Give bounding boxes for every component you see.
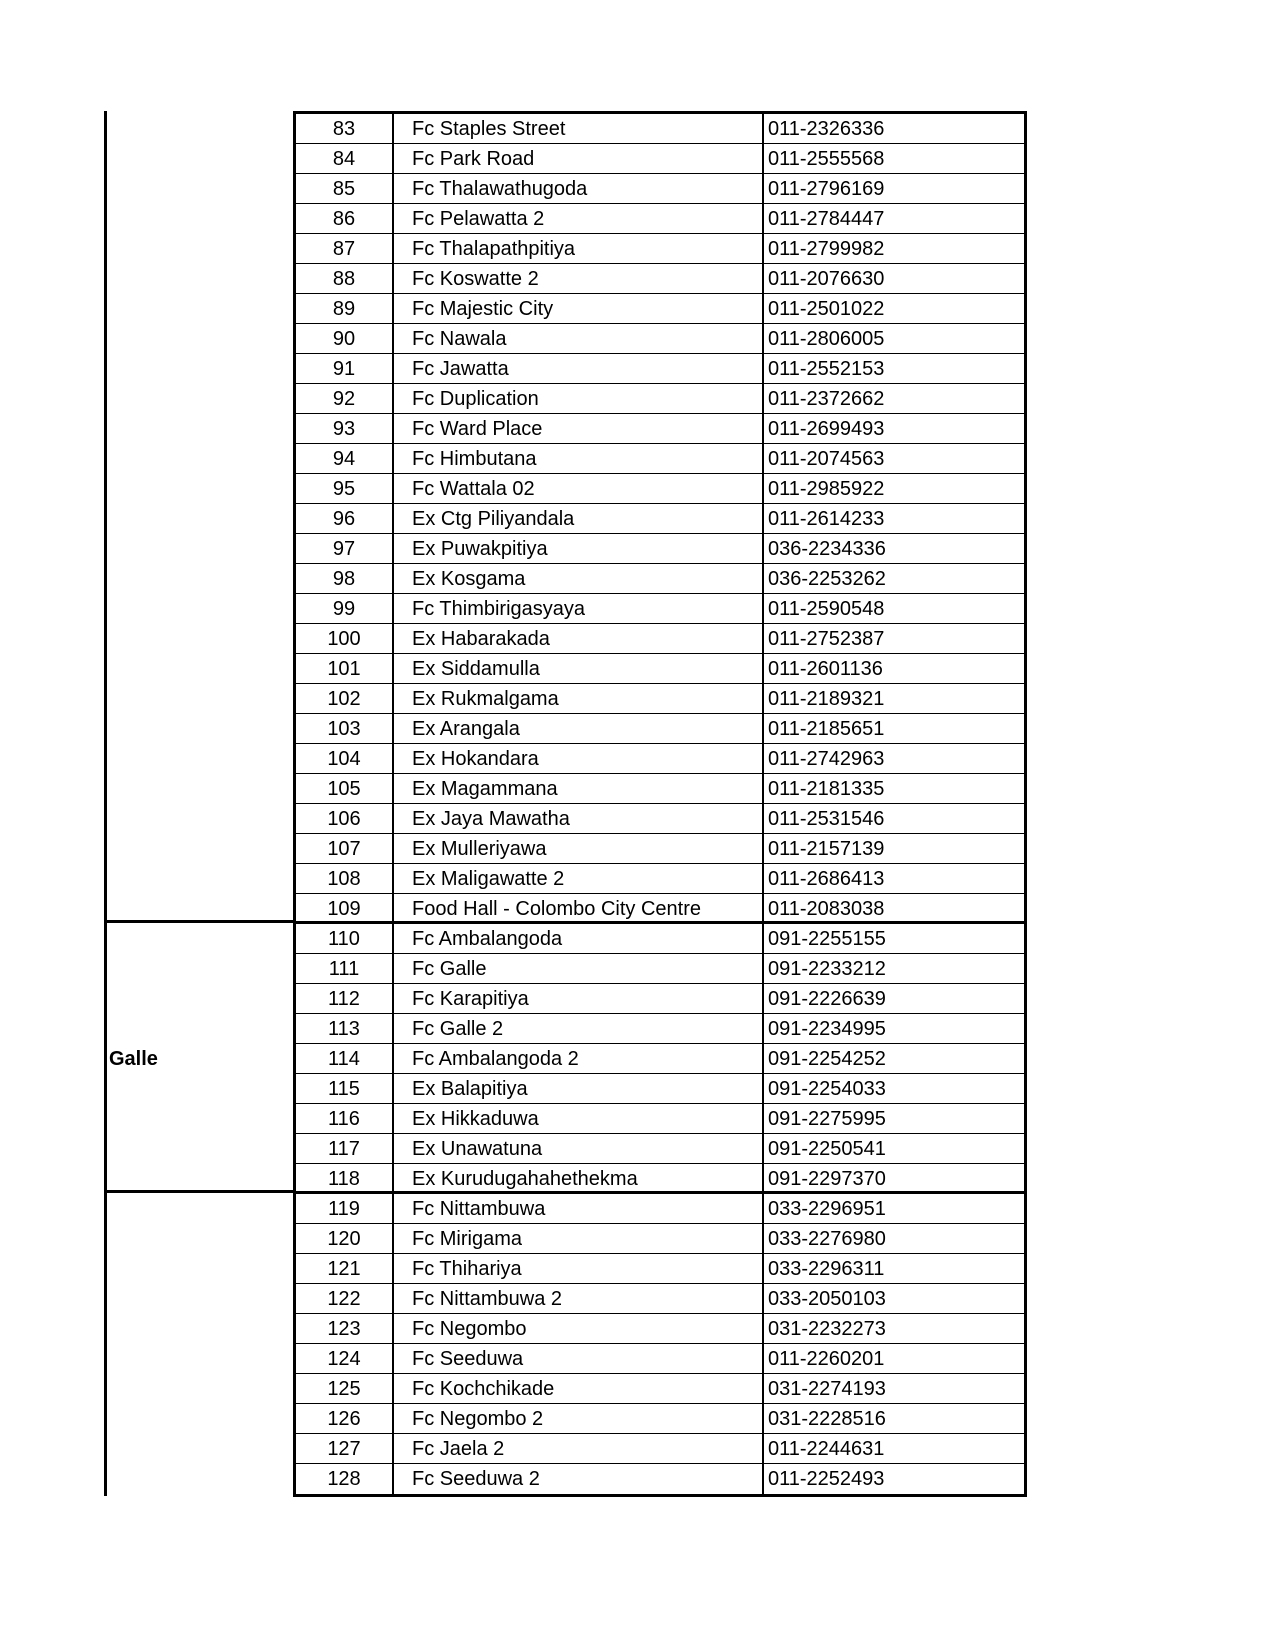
outlet-phone: 011-2181335: [768, 778, 885, 800]
outlet-number: 120: [296, 1224, 394, 1253]
outlet-name: Ex Puwakpitiya: [394, 534, 764, 563]
outlet-number: 90: [296, 324, 394, 353]
table-row: [296, 144, 1024, 174]
outlet-name: Fc Seeduwa 2: [394, 1464, 764, 1494]
table-row: [296, 744, 1024, 774]
outlet-phone: 091-2297370: [768, 1168, 886, 1190]
outlet-phone: 011-2076630: [768, 268, 885, 290]
outlet-name: Fc Thalapathpitiya: [394, 234, 764, 263]
outlet-phone: 011-2985922: [768, 478, 885, 500]
outlet-number: 92: [296, 384, 394, 413]
outlet-name: Fc Jawatta: [394, 354, 764, 383]
outlet-number: 99: [296, 594, 394, 623]
region-label-galle: Galle: [109, 1048, 158, 1070]
outlet-phone: 091-2226639: [768, 988, 886, 1010]
table-row: [296, 834, 1024, 864]
table-row: [296, 234, 1024, 264]
outlet-name: Fc Nittambuwa 2: [394, 1284, 764, 1313]
outlet-name: Fc Nittambuwa: [394, 1194, 764, 1223]
outlet-number: 114: [296, 1044, 394, 1073]
outlet-number: 96: [296, 504, 394, 533]
outlet-number: 128: [296, 1464, 394, 1494]
outlet-phone: 033-2296951: [768, 1198, 886, 1220]
outlet-phone: 011-2601136: [768, 658, 883, 680]
outlet-phone: 011-2372662: [768, 388, 885, 410]
outlet-number: 115: [296, 1074, 394, 1103]
outlet-number: 121: [296, 1254, 394, 1283]
outlet-name: Fc Staples Street: [394, 114, 764, 143]
table-row: [296, 1374, 1024, 1404]
outlet-number: 104: [296, 744, 394, 773]
outlet-number: 97: [296, 534, 394, 563]
outlet-number: 101: [296, 654, 394, 683]
table-row: [296, 1404, 1024, 1434]
table-row: [296, 1164, 1024, 1194]
outlet-phone: 011-2083038: [768, 898, 885, 920]
table-row: [296, 1464, 1024, 1494]
outlet-number: 117: [296, 1134, 394, 1163]
outlet-name: Ex Hikkaduwa: [394, 1104, 764, 1133]
table-row: [296, 894, 1024, 924]
table-row: [296, 1074, 1024, 1104]
outlet-name: Ex Rukmalgama: [394, 684, 764, 713]
table-row: [296, 444, 1024, 474]
table-row: [296, 1224, 1024, 1254]
outlet-number: 89: [296, 294, 394, 323]
table-row: [296, 414, 1024, 444]
outlet-phone: 031-2232273: [768, 1318, 886, 1340]
outlet-phone: 033-2296311: [768, 1258, 885, 1280]
outlet-number: 105: [296, 774, 394, 803]
table-row: [296, 1194, 1024, 1224]
outlet-phone: 091-2234995: [768, 1018, 886, 1040]
outlet-number: 83: [296, 114, 394, 143]
outlet-phone: 031-2228516: [768, 1408, 886, 1430]
outlet-name: Fc Park Road: [394, 144, 764, 173]
outlet-name: Fc Himbutana: [394, 444, 764, 473]
outlet-phone: 011-2185651: [768, 718, 885, 740]
outlet-name: Ex Kurudugahahethekma: [394, 1164, 764, 1191]
outlet-name: Fc Nawala: [394, 324, 764, 353]
table-row: [296, 114, 1024, 144]
outlet-name: Fc Majestic City: [394, 294, 764, 323]
outlet-number: 88: [296, 264, 394, 293]
outlet-name: Fc Jaela 2: [394, 1434, 764, 1463]
outlet-phone: 011-2699493: [768, 418, 885, 440]
table-row: [296, 174, 1024, 204]
table-row: [296, 384, 1024, 414]
table-row: [296, 504, 1024, 534]
outlet-number: 84: [296, 144, 394, 173]
outlet-phone: 011-2590548: [768, 598, 885, 620]
table-row: [296, 534, 1024, 564]
outlet-number: 100: [296, 624, 394, 653]
outlet-name: Fc Seeduwa: [394, 1344, 764, 1373]
outlet-number: 87: [296, 234, 394, 263]
outlet-name: Ex Mulleriyawa: [394, 834, 764, 863]
region-separator: [104, 920, 294, 923]
outlet-phone: 011-2752387: [768, 628, 885, 650]
outlet-phone: 011-2796169: [768, 178, 885, 200]
outlet-name: Food Hall - Colombo City Centre: [394, 894, 764, 921]
outlet-phone: 011-2260201: [768, 1348, 885, 1370]
table-row: [296, 774, 1024, 804]
outlet-phone: 011-2531546: [768, 808, 885, 830]
outlet-name: Fc Duplication: [394, 384, 764, 413]
outlet-number: 106: [296, 804, 394, 833]
outlet-number: 125: [296, 1374, 394, 1403]
table-row: [296, 1344, 1024, 1374]
outlet-name: Fc Thihariya: [394, 1254, 764, 1283]
outlet-name: Fc Pelawatta 2: [394, 204, 764, 233]
outlet-phone: 011-2326336: [768, 118, 885, 140]
outlet-phone: 011-2157139: [768, 838, 885, 860]
outlet-number: 123: [296, 1314, 394, 1343]
outlet-name: Fc Thalawathugoda: [394, 174, 764, 203]
outlet-name: Ex Balapitiya: [394, 1074, 764, 1103]
outlet-number: 111: [296, 954, 394, 983]
table-row: [296, 1134, 1024, 1164]
outlet-phone: 091-2275995: [768, 1108, 886, 1130]
outlet-number: 93: [296, 414, 394, 443]
outlet-number: 102: [296, 684, 394, 713]
outlet-number: 103: [296, 714, 394, 743]
outlet-number: 122: [296, 1284, 394, 1313]
table-row: [296, 954, 1024, 984]
table-row: [296, 1044, 1024, 1074]
region-separator: [104, 1190, 294, 1193]
outlet-number: 126: [296, 1404, 394, 1433]
outlet-phone: 091-2233212: [768, 958, 886, 980]
table-row: [296, 1104, 1024, 1134]
outlet-name: Ex Habarakada: [394, 624, 764, 653]
outlet-number: 110: [296, 924, 394, 953]
outlet-phone: 011-2501022: [768, 298, 885, 320]
table-row: [296, 264, 1024, 294]
table-row: [296, 294, 1024, 324]
outlet-name: Fc Kochchikade: [394, 1374, 764, 1403]
table-row: [296, 1014, 1024, 1044]
outlet-phone: 031-2274193: [768, 1378, 886, 1400]
outlet-phone: 011-2686413: [768, 868, 885, 890]
outlet-number: 119: [296, 1194, 394, 1223]
table-row: [296, 804, 1024, 834]
outlet-phone: 011-2799982: [768, 238, 885, 260]
outlet-name: Fc Ambalangoda 2: [394, 1044, 764, 1073]
outlet-number: 109: [296, 894, 394, 921]
outlet-number: 107: [296, 834, 394, 863]
outlet-number: 108: [296, 864, 394, 893]
outlet-number: 95: [296, 474, 394, 503]
table-row: [296, 714, 1024, 744]
outlet-phone: 091-2254252: [768, 1048, 886, 1070]
outlet-number: 94: [296, 444, 394, 473]
outlet-number: 113: [296, 1014, 394, 1043]
outlet-name: Fc Negombo: [394, 1314, 764, 1343]
outlet-name: Fc Ambalangoda: [394, 924, 764, 953]
outlet-phone: 011-2742963: [768, 748, 885, 770]
outlet-number: 127: [296, 1434, 394, 1463]
outlet-number: 118: [296, 1164, 394, 1191]
outlet-phone: 036-2253262: [768, 568, 886, 590]
outlet-phone: 033-2276980: [768, 1228, 886, 1250]
outlet-name: Ex Arangala: [394, 714, 764, 743]
outlet-phone: 011-2074563: [768, 448, 885, 470]
outlet-phone: 011-2614233: [768, 508, 885, 530]
table-row: [296, 594, 1024, 624]
table-row: [296, 474, 1024, 504]
table-row: [296, 564, 1024, 594]
outlet-name: Fc Galle 2: [394, 1014, 764, 1043]
outlet-number: 86: [296, 204, 394, 233]
outlet-name: Ex Maligawatte 2: [394, 864, 764, 893]
outlet-phone: 091-2250541: [768, 1138, 886, 1160]
outlet-name: Fc Koswatte 2: [394, 264, 764, 293]
outlet-phone: 011-2555568: [768, 148, 885, 170]
table-row: [296, 684, 1024, 714]
outlet-phone: 011-2252493: [768, 1468, 885, 1490]
outlet-phone: 033-2050103: [768, 1288, 886, 1310]
outlet-number: 85: [296, 174, 394, 203]
outlet-number: 112: [296, 984, 394, 1013]
table-row: [296, 204, 1024, 234]
table-row: [296, 1254, 1024, 1284]
outlet-number: 124: [296, 1344, 394, 1373]
outlet-phone: 011-2189321: [768, 688, 885, 710]
table-row: [296, 324, 1024, 354]
outlet-name: Ex Ctg Piliyandala: [394, 504, 764, 533]
outlet-phone: 011-2806005: [768, 328, 885, 350]
outlet-phone: 011-2244631: [768, 1438, 885, 1460]
outlet-number: 116: [296, 1104, 394, 1133]
table-row: [296, 354, 1024, 384]
outlet-phone: 091-2255155: [768, 928, 886, 950]
outlet-phone: 091-2254033: [768, 1078, 886, 1100]
outlet-number: 98: [296, 564, 394, 593]
outlet-phone: 011-2552153: [768, 358, 885, 380]
outlet-name: Ex Siddamulla: [394, 654, 764, 683]
table-row: [296, 924, 1024, 954]
table-row: [296, 624, 1024, 654]
outlet-name: Fc Ward Place: [394, 414, 764, 443]
outlet-name: Fc Karapitiya: [394, 984, 764, 1013]
outlet-name: Fc Wattala 02: [394, 474, 764, 503]
outlet-name: Fc Thimbirigasyaya: [394, 594, 764, 623]
table-row: [296, 1314, 1024, 1344]
outlet-table: [293, 111, 1027, 1497]
table-row: [296, 1284, 1024, 1314]
outlet-name: Ex Unawatuna: [394, 1134, 764, 1163]
outlet-name: Ex Magammana: [394, 774, 764, 803]
outlet-name: Ex Hokandara: [394, 744, 764, 773]
table-row: [296, 654, 1024, 684]
table-row: [296, 864, 1024, 894]
outlet-name: Fc Mirigama: [394, 1224, 764, 1253]
outlet-name: Fc Negombo 2: [394, 1404, 764, 1433]
outlet-name: Ex Kosgama: [394, 564, 764, 593]
outlet-number: 91: [296, 354, 394, 383]
outlet-phone: 011-2784447: [768, 208, 885, 230]
table-row: [296, 1434, 1024, 1464]
region-column-border: [104, 111, 107, 1496]
table-row: [296, 984, 1024, 1014]
outlet-phone: 036-2234336: [768, 538, 886, 560]
outlet-name: Fc Galle: [394, 954, 764, 983]
outlet-name: Ex Jaya Mawatha: [394, 804, 764, 833]
